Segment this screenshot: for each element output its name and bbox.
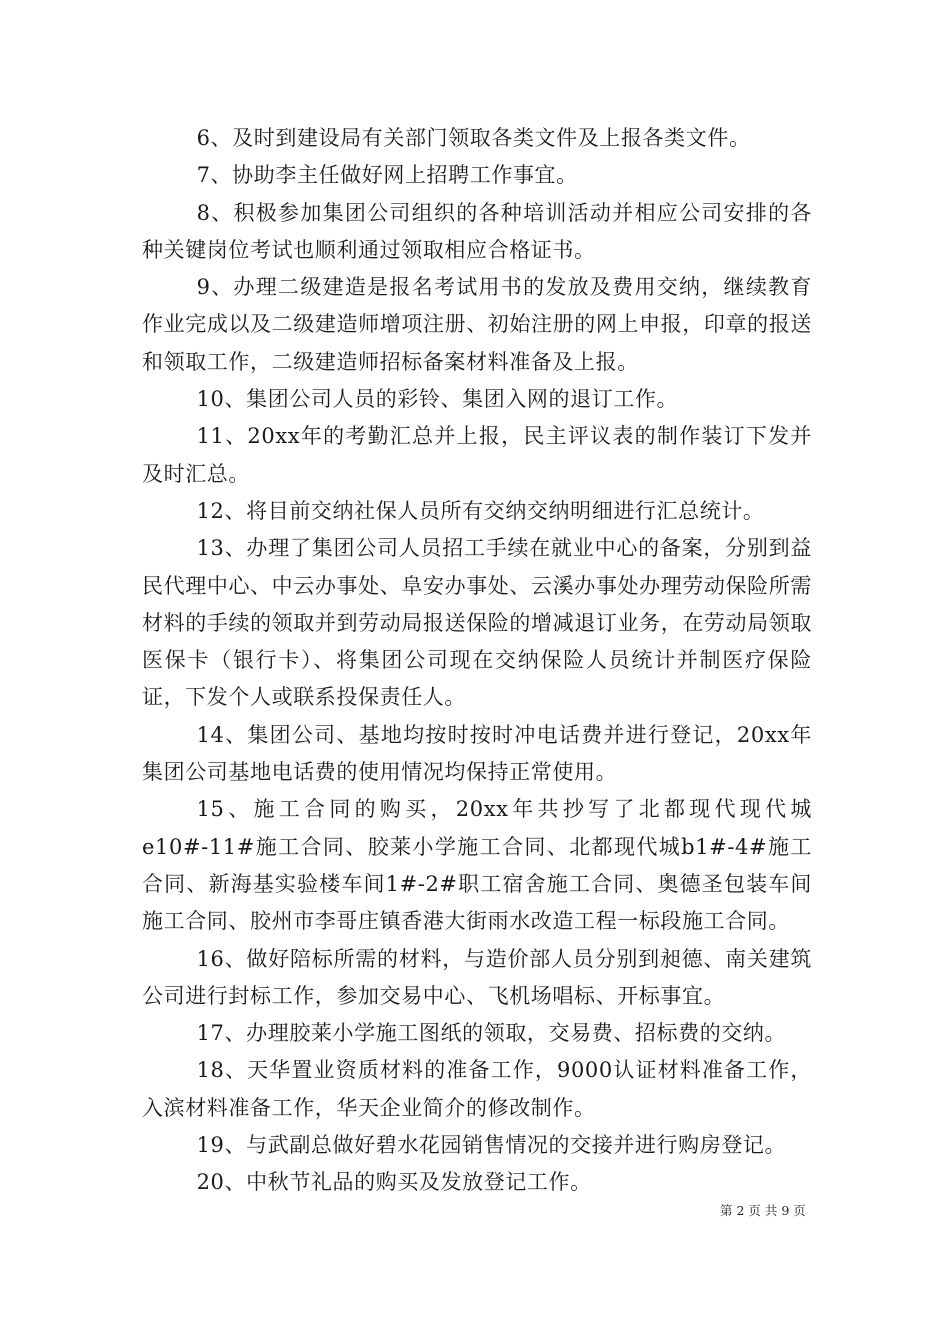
document-body (142, 120, 812, 1202)
paragraph-item-9: 9、办理二级建造是报名考试用书的发放及费用交纳，继续教育作业完成以及二级建造师增项注册、初始注册的网上申报，印章的报送和领取工作，二级建造师招标备案材料准备及上报。 (142, 275, 812, 374)
paragraph-item-8: 8、积极参加集团公司组织的各种培训活动并相应公司安排的各种关键岗位考试也顺利通过领取相应合格证书。 (142, 200, 812, 262)
page-number-footer: 第 2 页 共 9 页 (720, 1203, 806, 1218)
paragraph-item-14: 14、集团公司、基地均按时按时冲电话费并进行登记，20xx年集团公司基地电话费的使用情况均保持正常使用。 (142, 722, 812, 785)
paragraph-item-7: 7、协助李主任做好网上招聘工作事宜。 (196, 163, 578, 188)
paragraph-item-16: 16、做好陪标所需的材料，与造价部人员分别到昶德、南关建筑公司进行封标工作，参加交易中心、飞机场唱标、开标事宜。 (142, 946, 812, 1008)
paragraph-item-15: 15、施工合同的购买，20xx年共抄写了北都现代现代城e10#-11#施工合同、胶莱小学施工合同、北都现代城b1#-4#施工合同、新海基实验楼车间1#-2#职工宿舍施工合同、奥德圣包装车间施工合同、胶州市李哥庄镇香港大街雨水改造工程一标段施工合同。 (142, 797, 812, 934)
paragraph-item-12: 12、将目前交纳社保人员所有交纳交纳明细进行汇总统计。 (196, 498, 765, 523)
paragraph-item-10: 10、集团公司人员的彩铃、集团入网的退订工作。 (196, 387, 679, 412)
paragraph-item-20: 20、中秋节礼品的购买及发放登记工作。 (196, 1170, 592, 1195)
paragraph-item-19: 19、与武副总做好碧水花园销售情况的交接并进行购房登记。 (196, 1133, 787, 1158)
paragraph-item-17: 17、办理胶莱小学施工图纸的领取，交易费、招标费的交纳。 (196, 1021, 787, 1046)
paragraph-item-6: 6、及时到建设局有关部门领取各类文件及上报各类文件。 (196, 126, 751, 150)
paragraph-item-13: 13、办理了集团公司人员招工手续在就业中心的备案，分别到益民代理中心、中云办事处、阜安办事处、云溪办事处办理劳动保险所需材料的手续的领取并到劳动局报送保险的增减退订业务，在劳动局领取医保卡（银行卡）、将集团公司现在交纳保险人员统计并制医疗保险证，下发个人或联系投保责任人。 (142, 536, 812, 710)
paragraph-item-18: 18、天华置业资质材料的准备工作，9000认证材料准备工作，入滨材料准备工作，华天企业简介的修改制作。 (142, 1058, 812, 1120)
paragraph-item-11: 11、20xx年的考勤汇总并上报，民主评议表的制作装订下发并及时汇总。 (142, 424, 812, 486)
